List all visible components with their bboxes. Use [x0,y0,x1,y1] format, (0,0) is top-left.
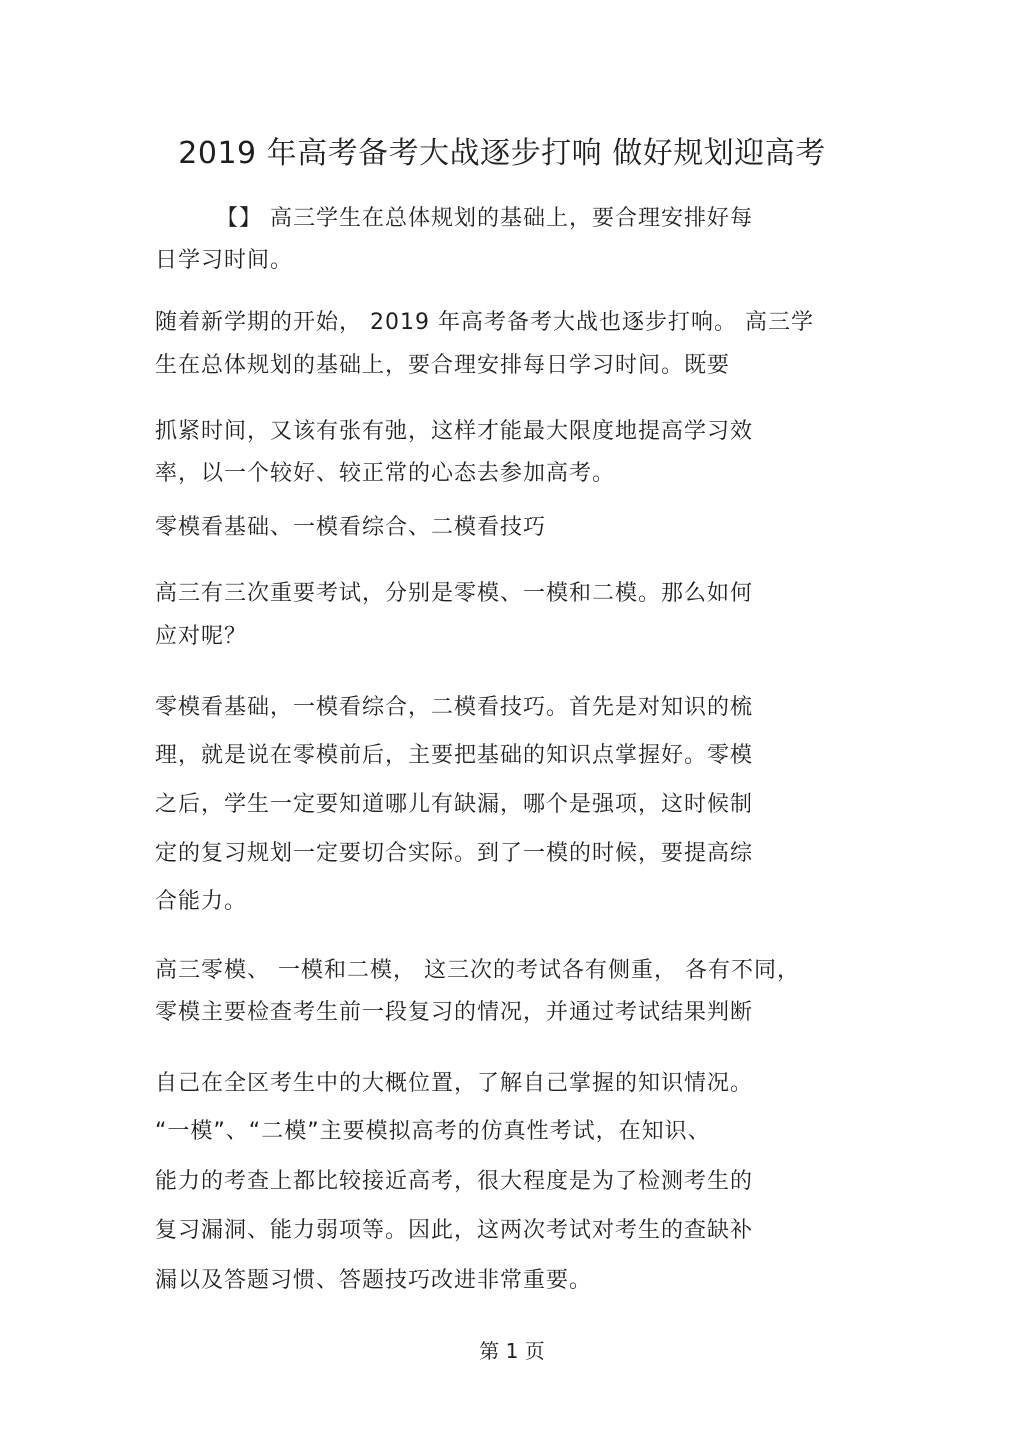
paragraph-line: 之后，学生一定要知道哪儿有缺漏，哪个是强项，这时候制 [155,792,754,817]
paragraph-line: 日学习时间。 [155,248,294,273]
paragraph-line: 高三有三次重要考试，分别是零模、一模和二模。那么如何 [155,581,754,606]
paragraph-line: 能力的考查上都比较接近高考，很大程度是为了检测考生的 [155,1169,754,1194]
paragraph-line: 漏以及答题习惯、答题技巧改进非常重要。 [155,1268,593,1293]
document-title: 2019 年高考备考大战逐步打响 做好规划迎高考 [178,136,826,171]
paragraph-line: 理，就是说在零模前后，主要把基础的知识点掌握好。零模 [155,743,754,768]
page-number: 第 1 页 [479,1339,545,1363]
paragraph-line: 零模看基础，一模看综合，二模看技巧。首先是对知识的梳 [155,695,754,720]
paragraph-line: 率，以一个较好、较正常的心态去参加高考。 [155,461,616,486]
paragraph-line: 合能力。 [155,889,248,914]
paragraph-line: 随着新学期的开始， 2019 年高考备考大战也逐步打响。 高三学 [155,310,814,335]
paragraph-line: 零模主要检查考生前一段复习的情况，并通过考试结果判断 [155,1000,754,1025]
paragraph-line: 高三零模、 一模和二模， 这三次的考试各有侧重， 各有不同， [155,958,800,983]
paragraph-line: “一模”、“二模”主要模拟高考的仿真性考试，在知识、 [155,1119,711,1144]
paragraph-line: 定的复习规划一定要切合实际。到了一模的时候，要提高综 [155,841,754,866]
section-heading: 零模看基础、一模看综合、二模看技巧 [155,515,547,540]
paragraph-line: 抓紧时间，又该有张有弛，这样才能最大限度地提高学习效 [155,419,754,444]
paragraph-line: 自己在全区考生中的大概位置，了解自己掌握的知识情况。 [155,1071,754,1096]
paragraph-line: 应对呢？ [155,624,248,649]
paragraph-line: 生在总体规划的基础上，要合理安排每日学习时间。既要 [155,353,731,378]
paragraph-line: 【】 高三学生在总体规划的基础上，要合理安排好每 [216,206,753,231]
paragraph-line: 复习漏洞、能力弱项等。因此，这两次考试对考生的查缺补 [155,1218,754,1243]
